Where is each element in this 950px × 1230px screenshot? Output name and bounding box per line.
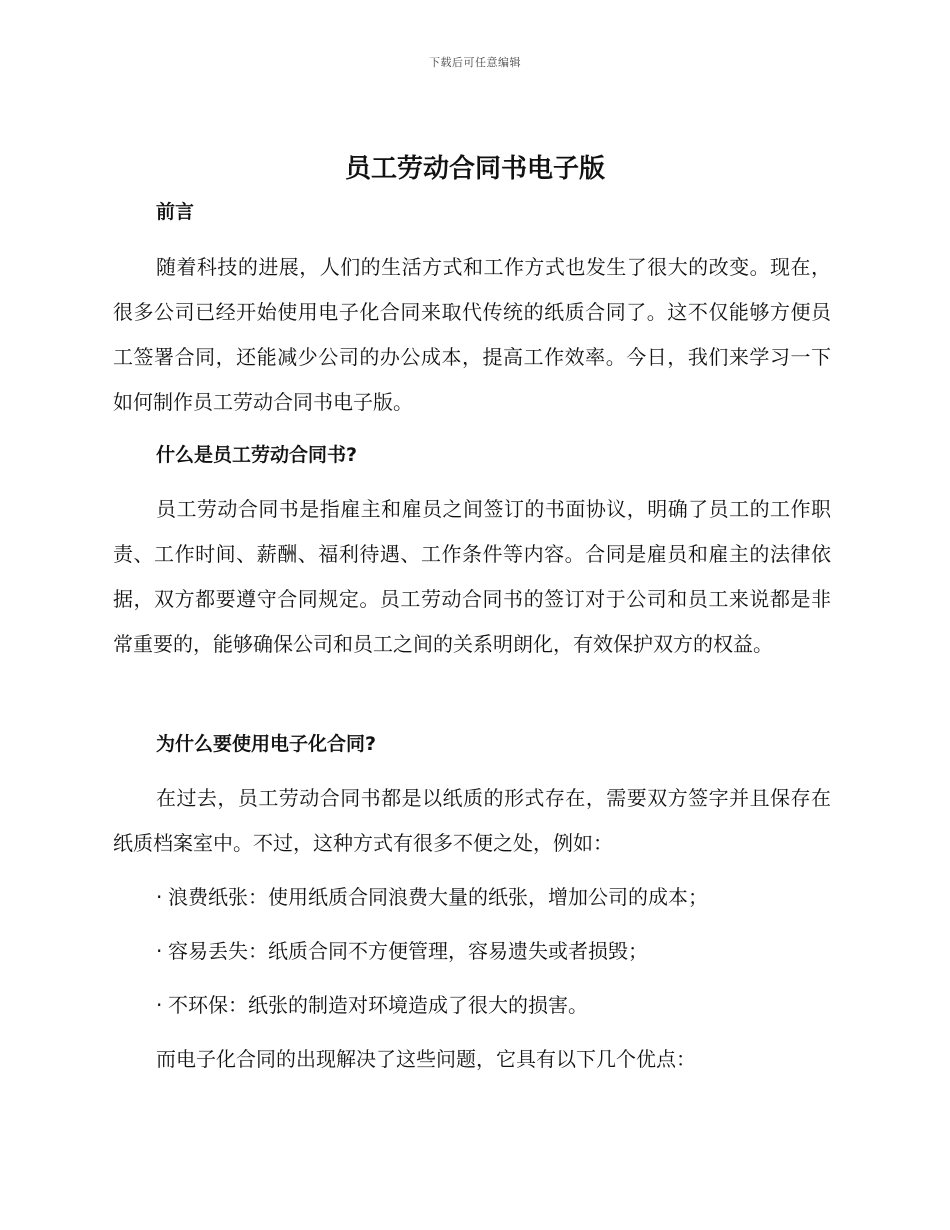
bullet-text: 容易丢失：纸质合同不方便管理，容易遗失或者损毁；	[168, 939, 648, 963]
closing-paragraph: 而电子化合同的出现解决了这些问题，它具有以下几个优点：	[156, 1047, 696, 1071]
bullet-item	[156, 882, 708, 912]
document-title: 员工劳动合同书电子版	[344, 154, 605, 184]
bullet-dot-icon: ·	[156, 939, 163, 963]
paragraph-preface: 随着科技的进展，人们的生活方式和工作方式也发生了很大的改变。现在，很多公司已经开始使用电子化合同来取代传统的纸质合同了。这不仅能够方便员工签署合同，还能减少公司的办公成本，提高工作效率。今日，我们来学习一下如何制作员工劳动合同书电子版。	[113, 255, 831, 414]
bullet-item	[156, 990, 588, 1020]
paragraph-what-is-contract: 员工劳动合同书是指雇主和雇员之间签订的书面协议，明确了员工的工作职责、工作时间、薪酬、福利待遇、工作条件等内容。合同是雇员和雇主的法律依据，双方都要遵守合同规定。员工劳动合同书的签订对于公司和员工来说都是非常重要的，能够确保公司和员工之间的关系明朗化，有效保护双方的权益。	[113, 497, 831, 656]
section-heading-preface: 前言	[156, 201, 195, 223]
bullet-text: 浪费纸张：使用纸质合同浪费大量的纸张，增加公司的成本；	[168, 885, 708, 909]
bullet-item	[156, 936, 648, 966]
bullet-dot-icon: ·	[156, 885, 163, 909]
page-header-note: 下载后可任意编辑	[429, 56, 521, 69]
bullet-dot-icon: ·	[156, 993, 163, 1017]
bullet-text: 不环保：纸张的制造对环境造成了很大的损害。	[168, 993, 588, 1017]
section-heading-why-electronic: 为什么要使用电子化合同?	[156, 733, 377, 755]
section-heading-what-is-contract: 什么是员工劳动合同书?	[156, 444, 358, 466]
paragraph-why-electronic: 在过去，员工劳动合同书都是以纸质的形式存在，需要双方签字并且保存在纸质档案室中。不过，这种方式有很多不便之处，例如：	[113, 786, 831, 855]
